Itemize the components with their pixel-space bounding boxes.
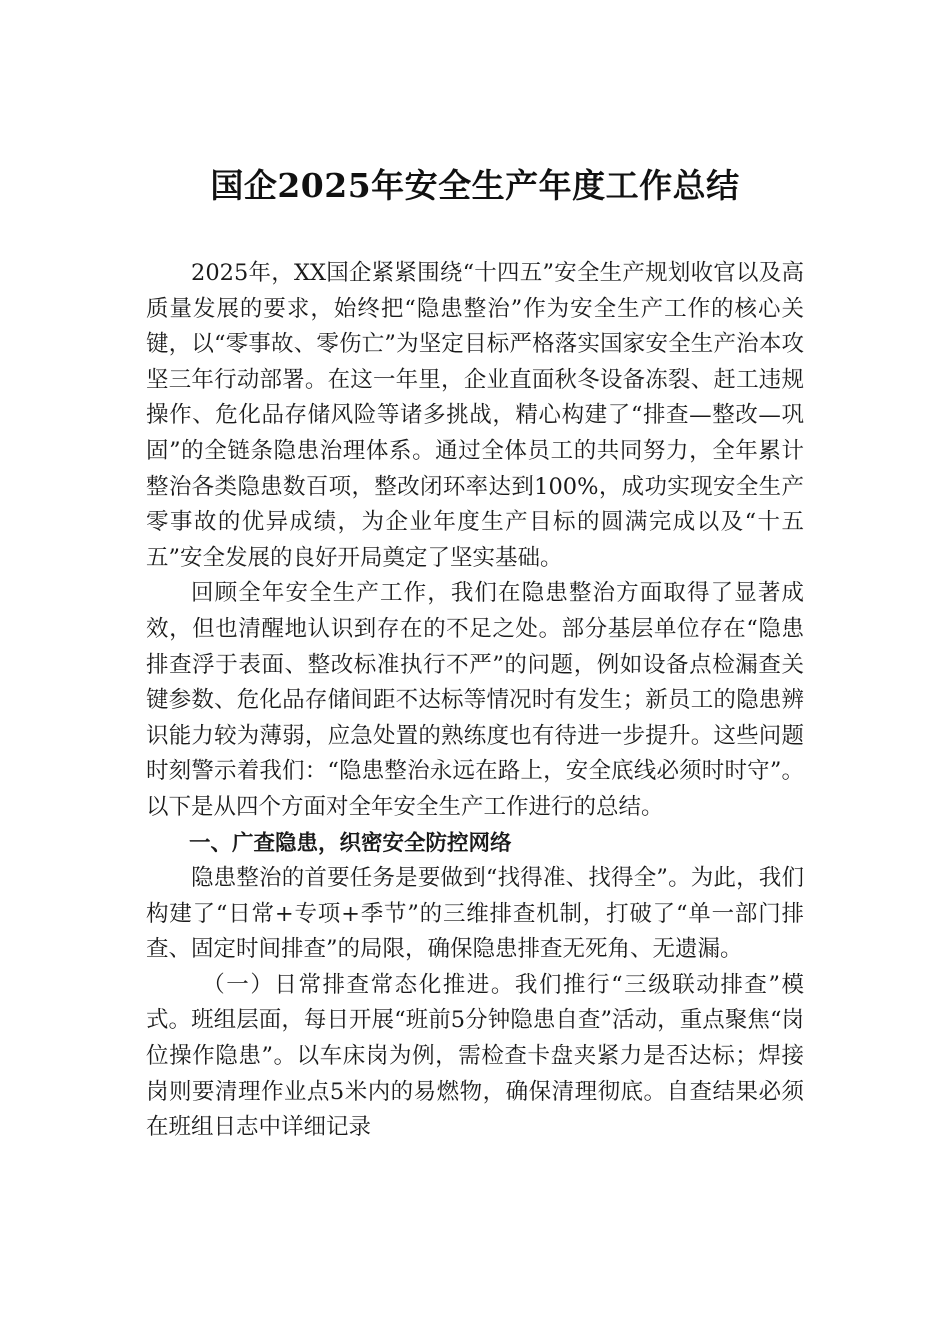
- paragraph-review: 回顾全年安全生产工作，我们在隐患整治方面取得了显著成效，但也清醒地认识到存在的不足之处。部分基层单位存在“隐患排查浮于表面、整改标准执行不严”的问题，例如设备点检漏查关键参数、危化品存储间距不达标等情况时有发生；新员工的隐患辨识能力较为薄弱，应急处置的熟练度也有待进一步提升。这些问题时刻警示着我们：“隐患整治永远在路上，安全底线必须时时守”。以下是从四个方面对全年安全生产工作进行的总结。: [146, 580, 804, 820]
- paragraph-section-1-intro: 隐患整治的首要任务是要做到“找得准、找得全”。为此，我们构建了“日常+专项+季节”的三维排查机制，打破了“单一部门排查、固定时间排查”的局限，确保隐患排查无死角、无遗漏。: [146, 865, 804, 963]
- paragraph-intro: 2025年，XX国企紧紧围绕“十四五”安全生产规划收官以及高质量发展的要求，始终把“隐患整治”作为安全生产工作的核心关键，以“零事故、零伤亡”为坚定目标严格落实国家安全生产治本攻坚三年行动部署。在这一年里，企业直面秋冬设备冻裂、赶工违规操作、危化品存储风险等诸多挑战，精心构建了“排查—整改—巩固”的全链条隐患治理体系。通过全体员工的共同努力，全年累计整治各类隐患数百项，整改闭环率达到100%，成功实现安全生产零事故的优异成绩，为企业年度生产目标的圆满完成以及“十五五”安全发展的良好开局奠定了坚实基础。: [146, 260, 804, 571]
- paragraph-subsection-1: （一）日常排查常态化推进。我们推行“三级联动排查”模式。班组层面，每日开展“班前5分钟隐患自查”活动，重点聚焦“岗位操作隐患”。以车床岗为例，需检查卡盘夹紧力是否达标；焊接岗则要清理作业点5米内的易燃物，确保清理彻底。自查结果必须在班组日志中详细记录: [146, 971, 804, 1141]
- section-heading-1: 一、广查隐患，织密安全防控网络: [189, 830, 512, 856]
- document-title: 国企2025年安全生产年度工作总结: [210, 166, 740, 205]
- document-body: [146, 256, 804, 1146]
